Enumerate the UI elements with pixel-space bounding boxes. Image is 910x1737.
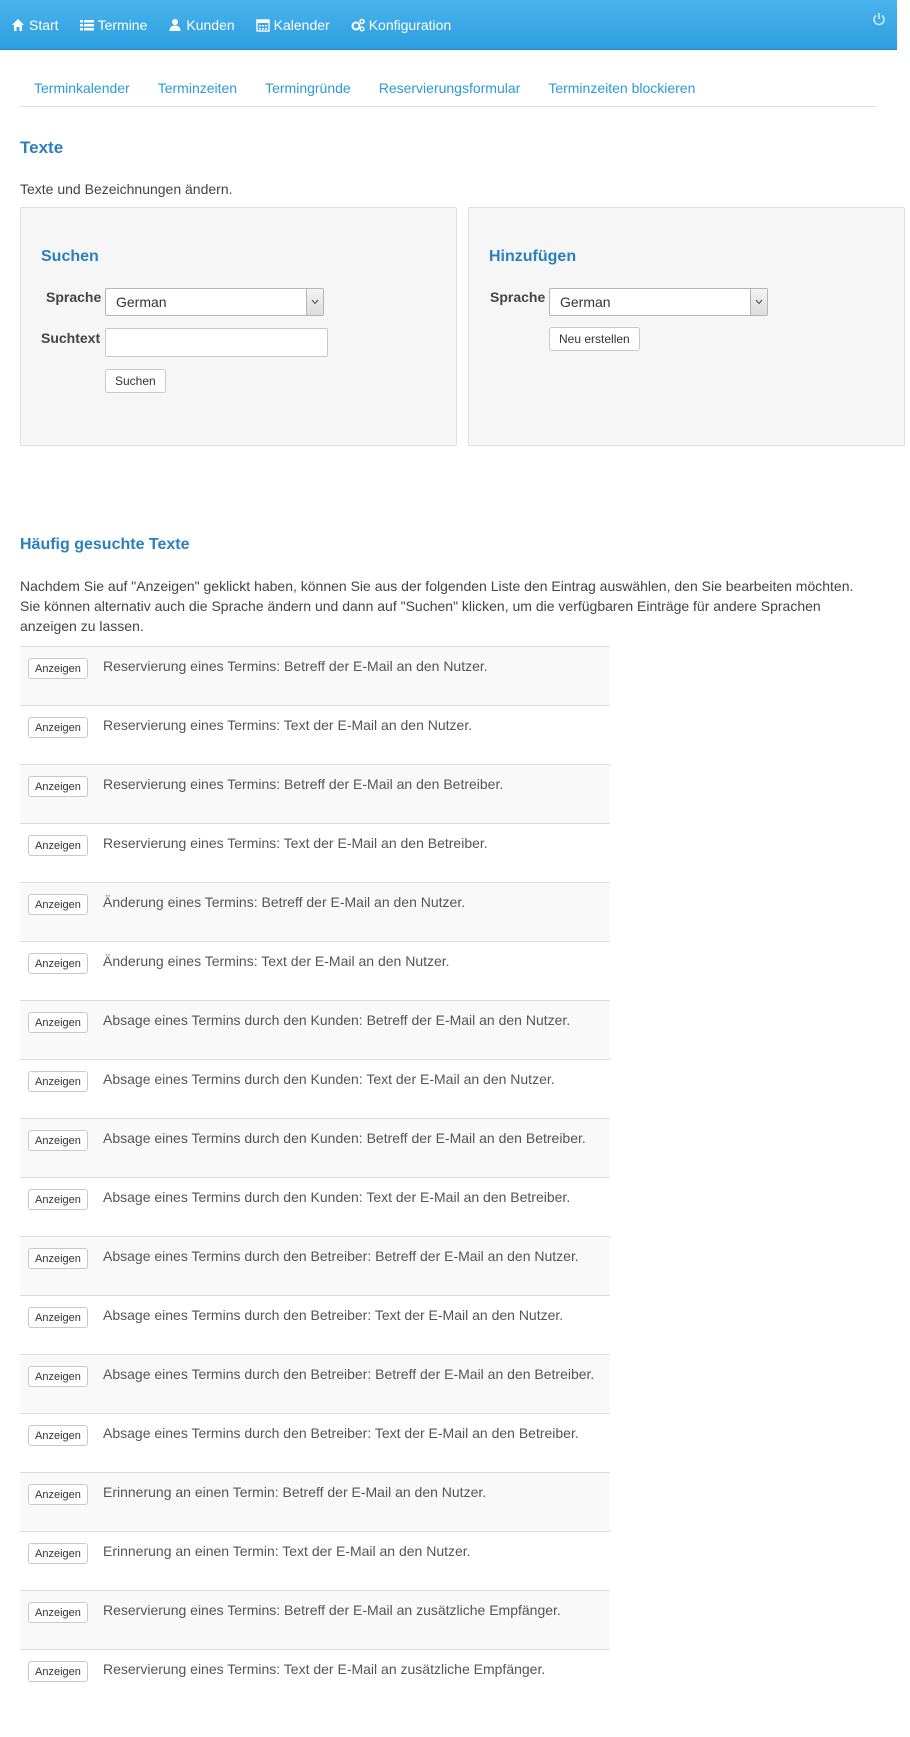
description-line: Nachdem Sie auf "Anzeigen" geklickt haben, können Sie aus der folgenden Liste den Eintrag auswählen, den Sie bearbeiten möchten.	[20, 578, 854, 594]
entry-text: Reservierung eines Termins: Betreff der E-Mail an den Nutzer.	[103, 658, 488, 674]
entry-text: Reservierung eines Termins: Text der E-Mail an den Nutzer.	[103, 717, 473, 733]
show-button[interactable]: Anzeigen	[28, 717, 88, 738]
page-intro: Texte und Bezeichnungen ändern.	[20, 181, 233, 197]
show-button[interactable]: Anzeigen	[28, 1661, 88, 1682]
show-button[interactable]: Anzeigen	[28, 658, 88, 679]
show-button[interactable]: Anzeigen	[28, 1484, 88, 1505]
entry-text: Absage eines Termins durch den Kunden: Text der E-Mail an den Betreiber.	[103, 1189, 571, 1205]
show-button[interactable]: Anzeigen	[28, 1366, 88, 1387]
show-button[interactable]: Anzeigen	[28, 1189, 88, 1210]
search-panel	[20, 207, 457, 446]
entry-text: Reservierung eines Termins: Betreff der E-Mail an zusätzliche Empfänger.	[103, 1602, 561, 1618]
list-item	[20, 646, 610, 705]
searchtext-label: Suchtext	[41, 330, 101, 346]
nav-item-label: Start	[29, 17, 59, 33]
frequent-texts-title: Häufig gesuchte Texte	[20, 536, 190, 553]
entry-text: Reservierung eines Termins: Betreff der E-Mail an den Betreiber.	[103, 776, 504, 792]
add-panel	[468, 207, 905, 446]
nav-item-kalender[interactable]	[256, 17, 330, 33]
nav-item-kunden[interactable]	[168, 17, 234, 33]
entry-text: Absage eines Termins durch den Betreiber: Text der E-Mail an den Betreiber.	[103, 1425, 579, 1441]
list-item	[20, 1531, 610, 1590]
show-button[interactable]: Anzeigen	[28, 776, 88, 797]
create-new-button[interactable]: Neu erstellen	[549, 327, 640, 351]
description-line: anzeigen zu lassen.	[20, 618, 144, 634]
subnav-termingruende[interactable]: Termingründe	[265, 80, 351, 96]
nav-item-label: Termine	[97, 17, 148, 33]
show-button[interactable]: Anzeigen	[28, 1543, 88, 1564]
nav-item-konfiguration[interactable]	[351, 17, 452, 33]
nav-item-start[interactable]	[11, 17, 59, 33]
language-select-value: German	[560, 294, 611, 310]
list-item	[20, 1590, 610, 1649]
list-item	[20, 1649, 610, 1708]
subnav-terminzeiten-blockieren[interactable]: Terminzeiten blockieren	[548, 80, 696, 96]
list-item	[20, 823, 610, 882]
entry-text: Reservierung eines Termins: Text der E-Mail an zusätzliche Empfänger.	[103, 1661, 546, 1677]
list-item	[20, 764, 610, 823]
show-button[interactable]: Anzeigen	[28, 1071, 88, 1092]
language-select-value: German	[116, 294, 167, 310]
list-item	[20, 1472, 610, 1531]
nav-item-termine[interactable]	[80, 17, 148, 33]
show-button[interactable]: Anzeigen	[28, 1307, 88, 1328]
subnav-terminzeiten[interactable]: Terminzeiten	[157, 80, 238, 96]
sub-nav	[20, 68, 877, 107]
list-item	[20, 1177, 610, 1236]
list-item	[20, 1000, 610, 1059]
list-item	[20, 1295, 610, 1354]
nav-item-label: Kunden	[186, 17, 235, 33]
list-item	[20, 1236, 610, 1295]
list-item	[20, 705, 610, 764]
entry-text: Absage eines Termins durch den Kunden: Betreff der E-Mail an den Nutzer.	[103, 1012, 571, 1028]
entry-text: Absage eines Termins durch den Kunden: Text der E-Mail an den Nutzer.	[103, 1071, 555, 1087]
entry-text: Reservierung eines Termins: Text der E-Mail an den Betreiber.	[103, 835, 488, 851]
add-panel-title: Hinzufügen	[489, 248, 577, 265]
description-line: Sie können alternativ auch die Sprache ändern und dann auf "Suchen" klicken, um die verfügbaren Einträge für andere Sprachen	[20, 598, 821, 614]
list-item	[20, 1059, 610, 1118]
show-button[interactable]: Anzeigen	[28, 953, 88, 974]
frequent-texts-list	[20, 646, 610, 1708]
entry-text: Absage eines Termins durch den Betreiber: Text der E-Mail an den Nutzer.	[103, 1307, 564, 1323]
show-button[interactable]: Anzeigen	[28, 894, 88, 915]
entry-text: Absage eines Termins durch den Betreiber: Betreff der E-Mail an den Betreiber.	[103, 1366, 595, 1382]
entry-text: Änderung eines Termins: Text der E-Mail an den Nutzer.	[103, 953, 450, 969]
show-button[interactable]: Anzeigen	[28, 1130, 88, 1151]
search-panel-title: Suchen	[41, 248, 99, 265]
chevron-down-icon	[306, 289, 323, 315]
search-button[interactable]: Suchen	[105, 369, 166, 393]
searchtext-input[interactable]	[105, 328, 328, 357]
list-item	[20, 1413, 610, 1472]
entry-text: Änderung eines Termins: Betreff der E-Mail an den Nutzer.	[103, 894, 466, 910]
list-icon	[80, 18, 94, 32]
language-label: Sprache	[46, 289, 102, 305]
entry-text: Erinnerung an einen Termin: Betreff der E-Mail an den Nutzer.	[103, 1484, 487, 1500]
list-item	[20, 1118, 610, 1177]
nav-item-label: Konfiguration	[368, 17, 452, 33]
main-nav	[0, 0, 897, 50]
page-title: Texte	[20, 138, 64, 157]
entry-text: Erinnerung an einen Termin: Text der E-Mail an den Nutzer.	[103, 1543, 471, 1559]
home-icon	[11, 18, 25, 32]
show-button[interactable]: Anzeigen	[28, 835, 88, 856]
add-language-select[interactable]	[549, 288, 768, 316]
user-icon	[168, 18, 182, 32]
language-select[interactable]	[105, 288, 324, 316]
subnav-terminkalender[interactable]: Terminkalender	[34, 80, 130, 96]
list-item	[20, 882, 610, 941]
entry-text: Absage eines Termins durch den Betreiber: Betreff der E-Mail an den Nutzer.	[103, 1248, 579, 1264]
list-item	[20, 1354, 610, 1413]
language-label: Sprache	[490, 289, 546, 305]
show-button[interactable]: Anzeigen	[28, 1602, 88, 1623]
show-button[interactable]: Anzeigen	[28, 1425, 88, 1446]
top-navbar	[0, 0, 897, 50]
gears-icon	[351, 18, 365, 32]
subnav-reservierungsformular[interactable]: Reservierungsformular	[378, 80, 521, 96]
chevron-down-icon	[750, 289, 767, 315]
show-button[interactable]: Anzeigen	[28, 1248, 88, 1269]
nav-item-label: Kalender	[273, 17, 330, 33]
entry-text: Absage eines Termins durch den Kunden: Betreff der E-Mail an den Betreiber.	[103, 1130, 586, 1146]
show-button[interactable]: Anzeigen	[28, 1012, 88, 1033]
list-item	[20, 941, 610, 1000]
power-icon[interactable]	[872, 12, 886, 26]
calendar-icon	[256, 18, 270, 32]
frequent-texts-description	[20, 576, 880, 636]
